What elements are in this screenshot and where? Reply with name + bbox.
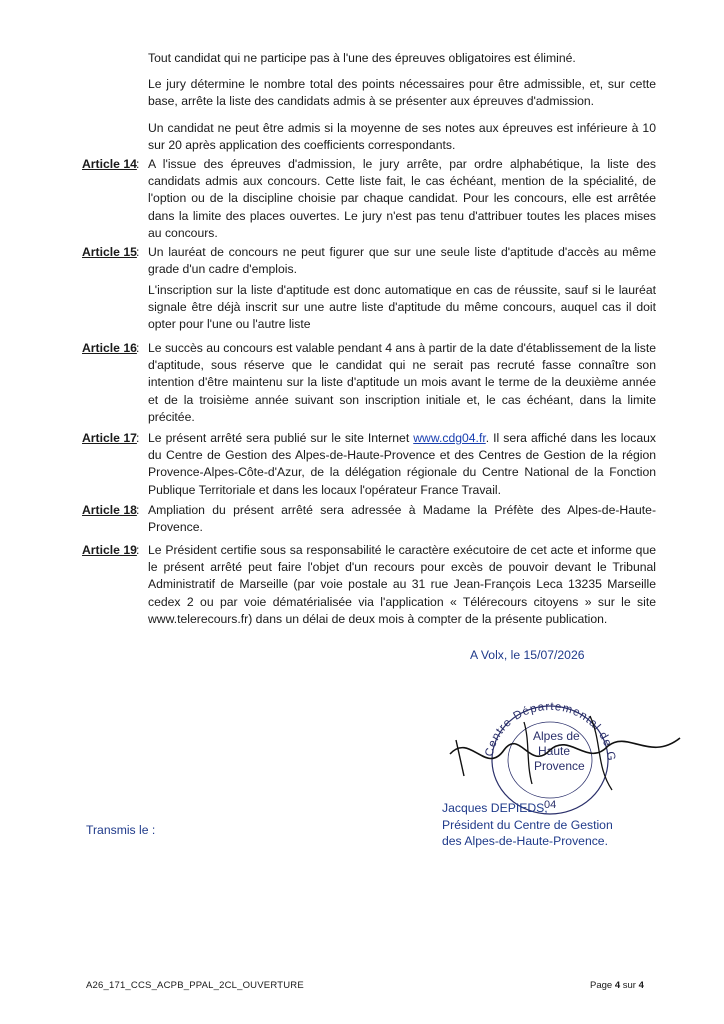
article-15-label: Article 15 <box>82 245 137 259</box>
page-total: 4 <box>638 980 644 991</box>
article-16-label: Article 16 <box>82 341 137 355</box>
paragraph-jury-points: Le jury détermine le nombre total des points nécessaires pour être admissible, et, sur cette base, arrête la liste des candidats admis à se présenter aux épreuves d'admission. <box>148 77 656 109</box>
article-15-text: Un lauréat de concours ne peut figurer que sur une seule liste d'aptitude d'accès au même grade d'un cadre d'emplois. <box>148 245 656 277</box>
signatory-title-1: Président du Centre de Gestion <box>442 817 613 832</box>
article-14-colon: : <box>136 157 140 171</box>
article-17-label: Article 17 <box>82 431 137 445</box>
article-17-colon: : <box>136 431 140 445</box>
article-16-colon: : <box>136 341 140 355</box>
article-17-text-after: . Il sera affiché dans les locaux du Centre de Gestion des Alpes-de-Haute-Provence et des Centres de Gestion de la région Provence-Alpes-Côte-d'Azur, de la délégation régionale du Centre National de la Fonction Publique Territoriale et dans les locaux l'opérateur France Travail. <box>148 431 656 497</box>
article-17-text-before: Le présent arrêté sera publié sur le site Internet <box>148 431 414 445</box>
article-19-colon: : <box>136 543 140 557</box>
article-19-label: Article 19 <box>82 543 137 557</box>
article-15-colon: : <box>136 245 140 259</box>
article-16-text: Le succès au concours est valable pendant 4 ans à partir de la date d'établissement de la liste d'aptitude, sous réserve que le candidat qui ne serait pas recruté fasse connaître son intention d'être maintenu sur la liste d'aptitude un mois avant le terme de la deuxième année et de la troisième année suivant son inscription initiale et, le cas échéant, dans la limite précitée. <box>148 341 656 424</box>
paragraph-eliminated: Tout candidat qui ne participe pas à l'une des épreuves obligatoires est éliminé. <box>148 51 576 65</box>
footer-page-number <box>590 980 644 991</box>
article-17-text <box>148 430 656 499</box>
transmis-label: Transmis le : <box>86 823 156 837</box>
svg-text:Haute: Haute <box>538 744 571 758</box>
svg-text:04: 04 <box>544 799 557 811</box>
article-19-text: Le Président certifie sous sa responsabilité le caractère exécutoire de cet acte et informe que le présent arrêté peut faire l'objet d'un recours pour excès de pouvoir devant le Tribunal Administratif de Marseille (par voie postale au 31 rue Jean-François Leca 13235 Marseille cedex 2 ou par voie dématérialisée via l'application « Télérecours citoyens » sur le site www.telerecours.fr) dans un délai de deux mois à compter de la présente publication. <box>148 543 656 626</box>
cdg04-link[interactable]: www.cdg04.fr <box>413 431 486 445</box>
article-14-label: Article 14 <box>82 157 137 171</box>
article-18-colon: : <box>136 503 140 517</box>
article-18-text: Ampliation du présent arrêté sera adressée à Madame la Préfète des Alpes-de-Haute-Provence. <box>148 503 656 535</box>
signatory-name: Jacques DEPIEDS, <box>442 801 548 815</box>
signatory-title-2: des Alpes-de-Haute-Provence. <box>442 834 608 849</box>
svg-text:Provence: Provence <box>534 759 585 773</box>
article-15-text-2: L'inscription sur la liste d'aptitude est donc automatique en cas de réussite, sauf si le lauréat signale être déjà inscrit sur une autre liste d'aptitude du même concours, auquel cas il doit opter pour l'une ou l'autre liste <box>148 283 656 332</box>
paragraph-average: Un candidat ne peut être admis si la moyenne de ses notes aux épreuves est inférieure à 10 sur 20 après application des coefficients correspondants. <box>148 121 656 153</box>
signature-block <box>442 800 613 850</box>
page-current: 4 <box>614 980 621 991</box>
article-18-label: Article 18 <box>82 503 137 517</box>
svg-text:Alpes de: Alpes de <box>533 729 580 743</box>
place-date: A Volx, le 15/07/2026 <box>470 648 585 662</box>
footer-reference: A26_171_CCS_ACPB_PPAL_2CL_OUVERTURE <box>86 980 304 991</box>
article-14-text: A l'issue des épreuves d'admission, le jury arrête, par ordre alphabétique, la liste des candidats admis aux concours. Cette liste fait, le cas échéant, mention de la spécialité, de l'option ou de la discipline choisie par chaque candidat. Pour les concours, elle est arrêtée dans la limite des places ouvertes. Le jury n'est pas tenu d'attribuer toutes les places mises au concours. <box>148 157 656 240</box>
svg-text:Centre Départemental de Gestio: Centre Départemental de G <box>483 700 618 763</box>
page-sep: sur <box>622 980 636 991</box>
page-word: Page <box>590 980 613 991</box>
